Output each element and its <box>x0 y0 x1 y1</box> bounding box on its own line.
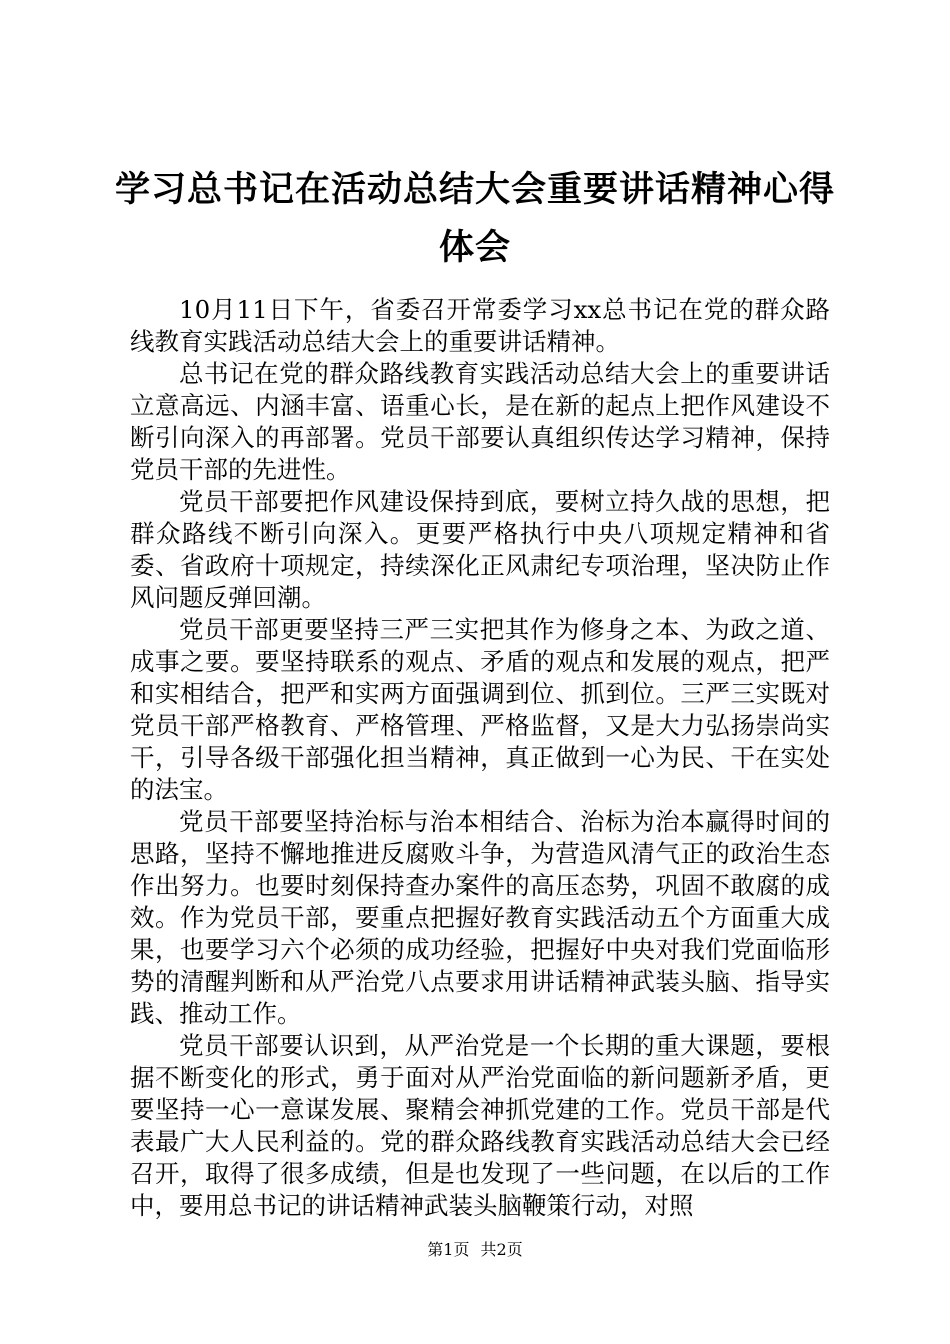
paragraph: 总书记在党的群众路线教育实践活动总结大会上的重要讲话立意高远、内涵丰富、语重心长，是在新的起点上把作风建设不断引向深入的再部署。党员干部要认真组织传达学习精神，保持党员干部的先进性。 <box>130 359 830 484</box>
paragraph: 党员干部要认识到，从严治党是一个长期的重大课题，要根据不断变化的形式，勇于面对从严治党面临的新问题新矛盾，更要坚持一心一意谋发展、聚精会神抓党建的工作。党员干部是代表最广大人民利益的。党的群众路线教育实践活动总结大会已经召开，取得了很多成绩，但是也发现了一些问题，在以后的工作中，要用总书记的讲话精神武装头脑鞭策行动，对照 <box>130 1031 830 1220</box>
document-body <box>130 294 830 1222</box>
paragraph: 党员干部更要坚持三严三实把其作为修身之本、为政之道、成事之要。要坚持联系的观点、矛盾的观点和发展的观点，把严和实相结合，把严和实两方面强调到位、抓到位。三严三实既对党员干部严格教育、严格管理、严格监督，又是大力弘扬崇尚实干，引导各级干部强化担当精神，真正做到一心为民、干在实处的法宝。 <box>130 615 830 804</box>
paragraph: 党员干部要坚持治标与治本相结合、治标为治本赢得时间的思路，坚持不懈地推进反腐败斗争，为营造风清气正的政治生态作出努力。也要时刻保持查办案件的高压态势，巩固不敢腐的成效。作为党员干部，要重点把握好教育实践活动五个方面重大成果，也要学习六个必须的成功经验，把握好中央对我们党面临形势的清醒判断和从严治党八点要求用讲话精神武装头脑、指导实践、推动工作。 <box>130 807 830 1028</box>
document-title-line-1: 学习总书记在活动总结大会重要讲话精神心得 <box>114 170 835 210</box>
document-title-line-2: 体会 <box>438 228 511 268</box>
page-footer <box>0 1240 950 1260</box>
paragraph: 10月11日下午，省委召开常委学习xx总书记在党的群众路线教育实践活动总结大会上的重要讲话精神。 <box>130 295 830 356</box>
page-total: 共2页 <box>480 1240 523 1259</box>
page-number: 第1页 <box>427 1240 470 1259</box>
paragraph: 党员干部要把作风建设保持到底，要树立持久战的思想，把群众路线不断引向深入。更要严格执行中央八项规定精神和省委、省政府十项规定，持续深化正风肃纪专项治理，坚决防止作风问题反弹回潮。 <box>130 487 830 612</box>
